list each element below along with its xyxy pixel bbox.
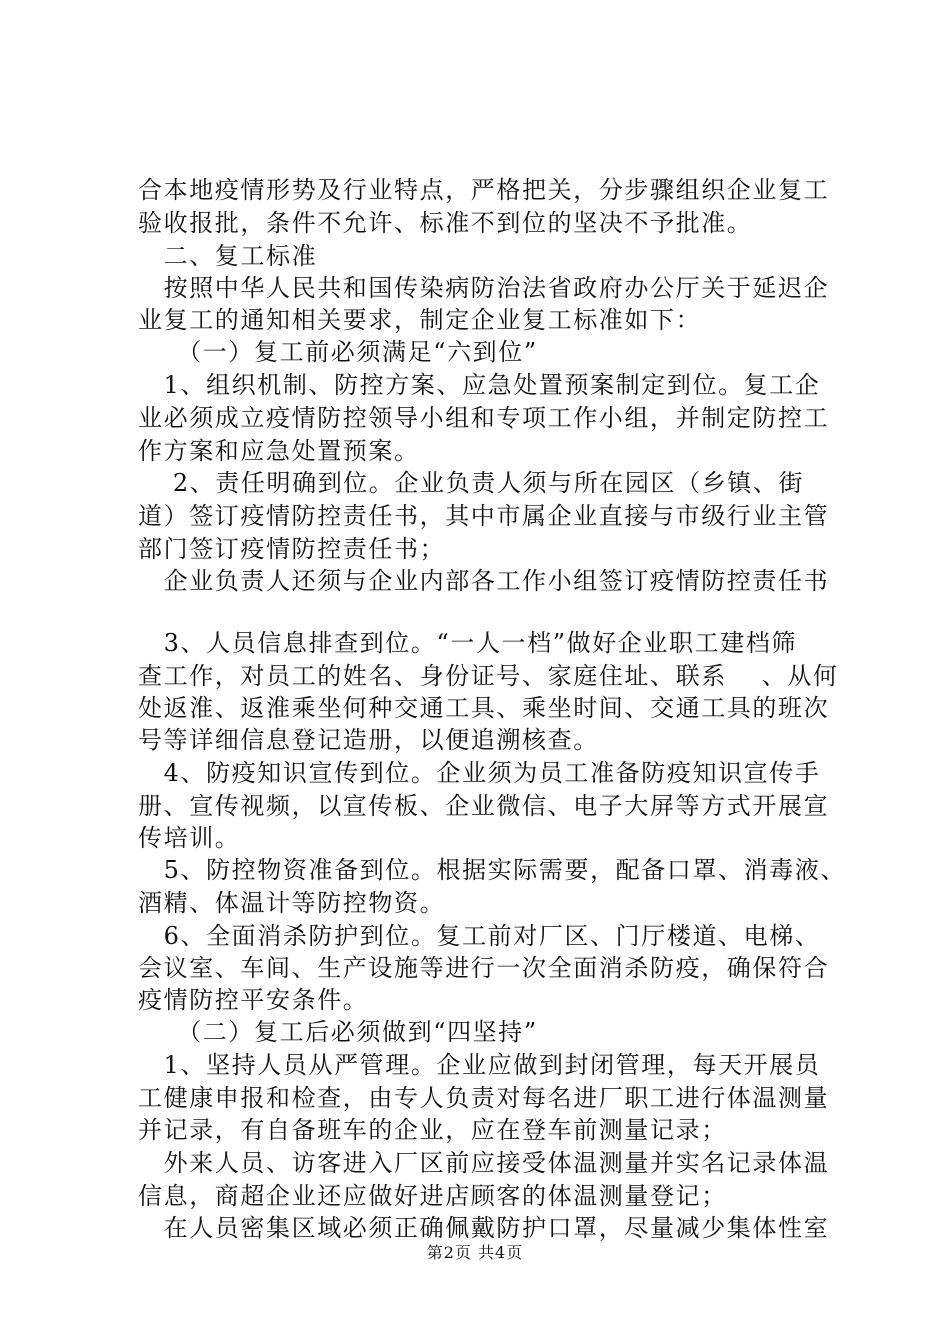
body-text-line: 酒精、体温计等防控物资。 — [138, 889, 446, 917]
body-text-line: 按照中华人民共和国传染病防治法省政府办公厅关于延迟企 — [138, 274, 830, 302]
body-text-line: 疫情防控平安条件。 — [138, 986, 369, 1014]
body-text-line: 并记录，有自备班车的企业，应在登车前测量记录； — [138, 1116, 727, 1144]
page-number-footer: 第2页 共4页 — [426, 1243, 524, 1262]
body-text-line: 传培训。 — [138, 824, 241, 852]
body-text-line: 部门签订疫情防控责任书； — [138, 535, 446, 563]
section-heading: 二、复工标准 — [138, 242, 318, 270]
body-text-line: 外来人员、访客进入厂区前应接受体温测量并实名记录体温 — [138, 1149, 830, 1177]
body-text-line: 业复工的通知相关要求，制定企业复工标准如下： — [138, 306, 702, 334]
subsection-heading: （一）复工前必须满足“六到位” — [138, 338, 538, 366]
body-text-line: 5、防控物资准备到位。根据实际需要，配备口罩、消毒液、 — [138, 856, 847, 884]
body-text-line: 号等详细信息登记造册，以便追溯核查。 — [138, 726, 599, 754]
body-text-line: 在人员密集区域必须正确佩戴防护口罩，尽量减少集体性室 — [138, 1214, 830, 1242]
body-text-line: 册、宣传视频，以宣传板、企业微信、电子大屏等方式开展宣 — [138, 792, 830, 820]
body-text-line: 会议室、车间、生产设施等进行一次全面消杀防疫，确保符合 — [138, 954, 830, 982]
body-text-line: 工健康申报和检查，由专人负责对每名进厂职工进行体温测量 — [138, 1084, 830, 1112]
body-text-line: 合本地疫情形势及行业特点，严格把关，分步骤组织企业复工 — [138, 176, 830, 204]
subsection-heading: （二）复工后必须做到“四坚持” — [138, 1018, 538, 1046]
body-text-line: 道）签订疫情防控责任书，其中市属企业直接与市级行业主管 — [138, 502, 830, 530]
body-text-line: 1、组织机制、防控方案、应急处置预案制定到位。复工企 — [138, 371, 821, 399]
body-text-line: 3、人员信息排查到位。“一人一档”做好企业职工建档筛 — [138, 629, 798, 657]
body-text-line: 信息，商超企业还应做好进店顾客的体温测量登记； — [138, 1182, 727, 1210]
body-text-line: 作方案和应急处置预案。 — [138, 437, 420, 465]
body-text-line: 1、坚持人员从严管理。企业应做到封闭管理，每天开展员 — [138, 1051, 821, 1079]
body-text-line: 4、防疫知识宣传到位。企业须为员工准备防疫知识宣传手 — [138, 759, 821, 787]
body-text-line: 6、全面消杀防护到位。复工前对厂区、门厅楼道、电梯、 — [138, 922, 821, 950]
body-text-line: 处返淮、返淮乘坐何种交通工具、乘坐时间、交通工具的班次 — [138, 694, 830, 722]
body-text-line: 业必须成立疫情防控领导小组和专项工作小组，并制定防控工 — [138, 404, 830, 432]
body-text-line: 2、责任明确到位。企业负责人须与所在园区（乡镇、街 — [138, 469, 805, 497]
body-text-line: 企业负责人还须与企业内部各工作小组签订疫情防控责任书 — [138, 567, 830, 595]
body-text-line: 验收报批，条件不允许、标准不到位的坚决不予批准。 — [138, 209, 753, 237]
body-text-line: 查工作，对员工的姓名、身份证号、家庭住址、联系 、从何 — [138, 662, 839, 690]
